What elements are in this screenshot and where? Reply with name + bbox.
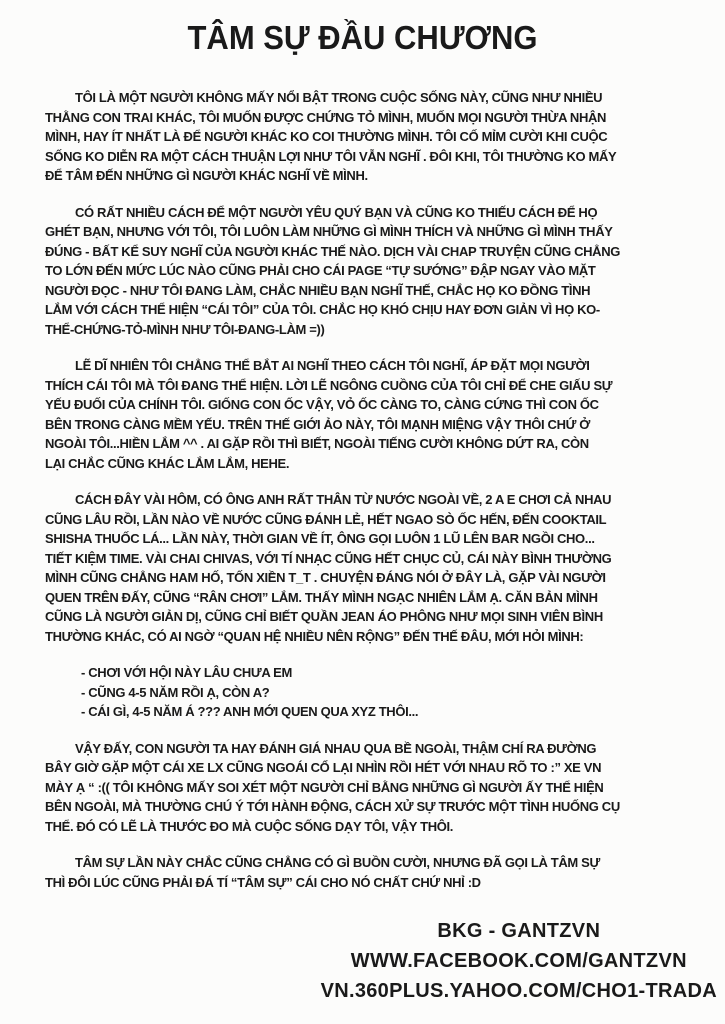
text-line: VN.360PLUS.YAHOO.COM/CHO1-TRADA (320, 980, 717, 1002)
paragraph (45, 88, 695, 186)
text-line: ĐÚNG - BẤT KỂ SUY NGHĨ CỦA NGƯỜI KHÁC THẾ NÀO. DỊCH VÀI CHAP TRUYỆN CŨNG CHẲNG (45, 243, 621, 259)
paragraph (45, 490, 695, 646)
body-text (45, 88, 695, 909)
paragraph (45, 356, 695, 473)
text-line: THÌ ĐÔI LÚC CŨNG PHẢI ĐÁ TÍ “TÂM SỰ” CÁI CHO NÓ CHẤT CHỨ NHỈ :D (45, 874, 481, 890)
paragraph (45, 739, 695, 837)
text-line: BKG - GANTZVN (437, 920, 601, 942)
text-line: LẮM VỚI CÁCH THỂ HIỆN “CÁI TÔI” CỦA TÔI. CHẮC HỌ KHÓ CHỊU HAY ĐƠN GIẢN VÌ HỌ KO- (45, 302, 600, 317)
text-line: WWW.FACEBOOK.COM/GANTZVN (350, 950, 687, 972)
text-line: THẰNG CON TRAI KHÁC, TÔI MUỐN ĐƯỢC CHỨNG TỎ MÌNH, MUỐN MỌI NGƯỜI THỪA NHẬN (45, 109, 607, 125)
paragraph (45, 853, 695, 892)
text-line: - CŨNG 4-5 NĂM RỒI Ạ, CÒN A? (81, 684, 270, 700)
credits-footer (321, 916, 717, 1006)
text-line: YẾU ĐUỐI CỦA CHÍNH TÔI. GIỐNG CON ỐC VẬY, VỎ ỐC CÀNG TO, CÀNG CỨNG THÌ CON ỐC (45, 397, 599, 412)
text-line: TIẾT KIỆM TIME. VÀI CHAI CHIVAS, VỚI TÍ NHẠC CŨNG HẾT CHỤC CỦ, CÁI NÀY BÌNH THƯỜNG (45, 550, 612, 566)
text-line: TÔI LÀ MỘT NGƯỜI KHÔNG MẤY NỔI BẬT TRONG CUỘC SỐNG NÀY, CŨNG NHƯ NHIỀU (75, 90, 603, 105)
text-line: SỐNG KO DIỄN RA MỘT CÁCH THUẬN LỢI NHƯ TÔI VẪN NGHĨ . ĐÔI KHI, TÔI THƯỜNG KO MẤY (45, 148, 617, 164)
dialogue-paragraph (45, 663, 695, 722)
text-line: NGƯỜI ĐỌC - NHƯ TÔI ĐANG LÀM, CHẮC NHIỀU BẠN NGHĨ THẾ, CHẮC HỌ KO ĐỒNG TÌNH (45, 282, 591, 298)
text-line: ĐỂ TÂM ĐẾN NHỮNG GÌ NGƯỜI KHÁC NGHĨ VỀ MÌNH. (45, 168, 368, 183)
text-line: CŨNG LÂU RỒI, LẦN NÀO VỀ NƯỚC CŨNG ĐÁNH LẺ, HẾT NGAO SÒ ỐC HẾN, ĐẾN COOKTAIL (45, 511, 607, 527)
text-line: - CHƠI VỚI HỘI NÀY LÂU CHƯA EM (81, 665, 292, 680)
text-line: LẼ DĨ NHIÊN TÔI CHẲNG THỂ BẮT AI NGHĨ THEO CÁCH TÔI NGHĨ, ÁP ĐẶT MỌI NGƯỜI (75, 358, 590, 373)
text-line: TO LỚN ĐẾN MỨC LÚC NÀO CŨNG PHẢI CHO CÁI PAGE “TỰ SƯỚNG” ĐẬP NGAY VÀO MẶT (45, 263, 596, 278)
text-line: CŨNG LÀ NGƯỜI GIẢN DỊ, CŨNG CHỈ BIẾT QUẦN JEAN ÁO PHÔNG NHƯ MỌI SINH VIÊN BÌNH (45, 609, 603, 624)
text-line: THÍCH CÁI TÔI MÀ TÔI ĐANG THỂ HIỆN. LỜI LẼ NGÔNG CUỒNG CỦA TÔI CHỈ ĐỂ CHE GIẤU SỰ (45, 377, 613, 393)
text-line: BÊN NGOÀI, MÀ THƯỜNG CHÚ Ý TỚI HÀNH ĐỘNG, CÁCH XỬ SỰ TRƯỚC MỘT TÌNH HUỐNG CỤ (45, 799, 620, 814)
text-line: SHISHA THUỐC LÁ... LẦN NÀY, THỜI GIAN VỀ ÍT, ÔNG GỌI LUÔN 1 LŨ LÊN BAR NGỒI CHO... (45, 531, 595, 546)
text-line: TÂM SỰ LẦN NÀY CHẮC CŨNG CHẲNG CÓ GÌ BUỒN CƯỜI, NHƯNG ĐÃ GỌI LÀ TÂM SỰ (75, 855, 600, 870)
paragraph (45, 203, 695, 340)
text-line: - CÁI GÌ, 4-5 NĂM Á ??? ANH MỚI QUEN QUA XYZ THÔI... (81, 704, 419, 719)
text-line: CÓ RẤT NHIỀU CÁCH ĐỂ MỘT NGƯỜI YÊU QUÝ BẠN VÀ CŨNG KO THIẾU CÁCH ĐỂ HỌ (75, 204, 598, 220)
text-line: BÊN TRONG CÀNG MỀM YẾU. TRÊN THẾ GIỚI ẢO NÀY, TÔI MẠNH MIỆNG VẬY THÔI CHỨ Ở (45, 416, 591, 432)
page-title: TÂM SỰ ĐẦU CHƯƠNG (187, 18, 538, 57)
text-line: THƯỜNG KHÁC, CÓ AI NGỜ “QUAN HỆ NHIỀU NÊN RỘNG” ĐẾN THẾ ĐÂU, MỚI HỎI MÌNH: (45, 628, 584, 644)
text-line: QUEN TRÊN ĐẤY, CŨNG “RÂN CHƠI” LẮM. THẤY MÌNH NGẠC NHIÊN LẮM Ạ. CĂN BẢN MÌNH (45, 589, 598, 605)
text-line: VẬY ĐẤY, CON NGƯỜI TA HAY ĐÁNH GIÁ NHAU QUA BỀ NGOÀI, THẬM CHÍ RA ĐƯỜNG (75, 740, 597, 756)
text-line: MÀY Ạ “ :(( TÔI KHÔNG MẤY SOI XÉT MỘT NGƯỜI CHỈ BẰNG NHỮNG GÌ NGƯỜI ẤY THỂ HIỆN (45, 779, 604, 795)
text-line: MÌNH CŨNG CHẲNG HAM HỐ, TỐN XIỀN T_T . CHUYỆN ĐÁNG NÓI Ở ĐÂY LÀ, GẶP VÀI NGƯỜI (45, 570, 606, 585)
text-line: NGOÀI TÔI...HIỀN LẮM ^^ . AI GẶP RỒI THÌ BIẾT, NGOÀI TIẾNG CƯỜI KHÔNG DỨT RA, CÒN (45, 436, 589, 451)
text-line: THỂ-CHỨNG-TỎ-MÌNH NHƯ TÔI-ĐANG-LÀM =)) (45, 321, 325, 337)
text-line: GHÉT BẠN, NHƯNG VỚI TÔI, TÔI LUÔN LÀM NHỮNG GÌ MÌNH THÍCH VÀ NHỮNG GÌ MÌNH THẤY (45, 224, 613, 239)
text-line: THỂ. ĐÓ CÓ LẼ LÀ THƯỚC ĐO MÀ CUỘC SỐNG DẠY TÔI, VẬY THÔI. (45, 818, 454, 834)
text-line: CÁCH ĐÂY VÀI HÔM, CÓ ÔNG ANH RẤT THÂN TỪ NƯỚC NGOÀI VỀ, 2 A E CHƠI CẢ NHAU (75, 492, 612, 507)
text-line: BÂY GIỜ GẶP MỘT CÁI XE LX CŨNG NGOÁI CỔ LẠI NHÌN RỒI HÉT VỚI NHAU RÕ TO :” XE VN (45, 760, 602, 775)
text-line: LẠI CHẮC CŨNG KHÁC LẮM LẮM, HEHE. (45, 455, 290, 471)
text-line: MÌNH, HAY ÍT NHẤT LÀ ĐỂ NGƯỜI KHÁC KO COI THƯỜNG MÌNH. TÔI CỐ MỈM CƯỜI KHI CUỘC (45, 129, 608, 144)
